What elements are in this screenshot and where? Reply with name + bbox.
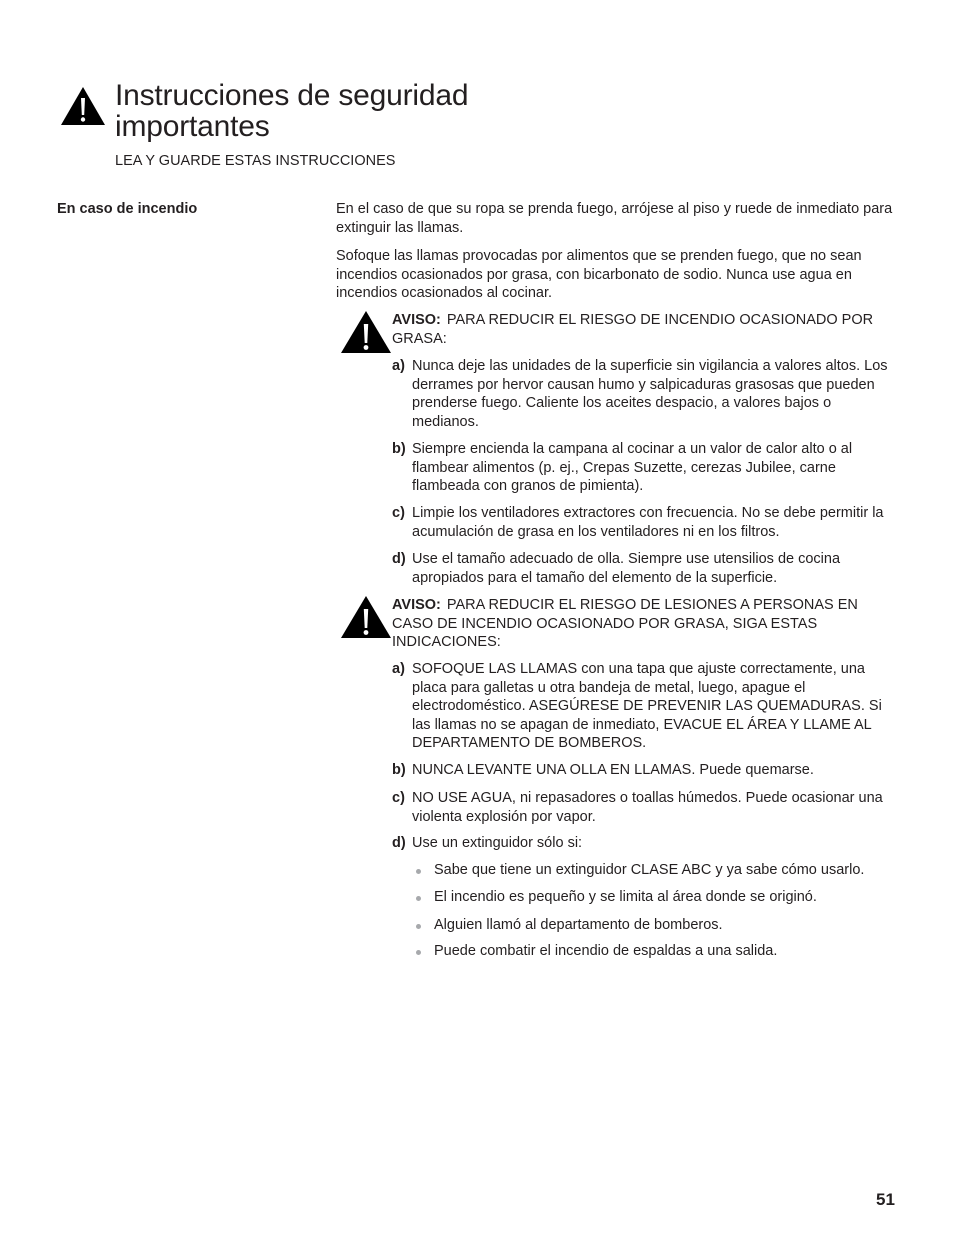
list-item (392, 660, 897, 753)
list-item (392, 357, 897, 431)
bullet-text: Sabe que tiene un extinguidor CLASE ABC y ya sabe cómo usarlo. (434, 862, 865, 878)
paragraph-food-fire: Sofoque las llamas provocadas por alimentos que se prenden fuego, que no sean incendios ocasionados por grasa, con bicarbonato de sodio. Nunca use agua en incendios ocasionados al cocinar. (336, 248, 862, 302)
warning-triangle-icon (59, 85, 107, 127)
list-item (392, 550, 897, 587)
section-label: En caso de incendio (57, 201, 198, 217)
page-number: 51 (876, 1190, 895, 1209)
warning-text: PARA REDUCIR EL RIESGO DE LESIONES A PERSONAS EN CASO DE INCENDIO OCASIONADO POR GRASA, SIGA ESTAS INDICACIONES: (392, 597, 858, 651)
bullet-dot-icon (416, 950, 421, 955)
list-item-text: Limpie los ventiladores extractores con frecuencia. No se debe permitir la acumulación de grasa en los ventiladores ni en los filtros. (412, 505, 884, 540)
list-item-label: c) (392, 790, 405, 806)
list-item-label: b) (392, 441, 406, 457)
page-title-line-1: Instrucciones de seguridad (115, 79, 469, 112)
warning-grease-fire-heading (392, 311, 897, 348)
list-item-text: Use el tamaño adecuado de olla. Siempre use utensilios de cocina apropiados para el tamaño del elemento de la superficie. (412, 551, 841, 586)
list-item (392, 761, 897, 780)
bullet-text: El incendio es pequeño y se limita al área donde se originó. (434, 889, 817, 905)
list-item-text: NO USE AGUA, ni repasadores o toallas húmedos. Puede ocasionar una violenta explosión por vapor. (412, 790, 883, 825)
bullet-item (414, 916, 894, 935)
warning-triangle-icon (339, 594, 393, 640)
page-title (115, 80, 468, 142)
list-item-label: d) (392, 551, 406, 567)
list-item-text: Siempre encienda la campana al cocinar a un valor de calor alto o al flambear alimentos (p. ej., Crepas Suzette, cerezas Jubilee, carne flambeada con granos de pimienta). (412, 441, 853, 495)
bullet-item (414, 861, 894, 880)
list-item-label: b) (392, 762, 406, 778)
list-item-text: Use un extinguidor sólo si: (412, 835, 583, 851)
bullet-text: Alguien llamó al departamento de bomberos. (434, 917, 723, 933)
list-item-text: Nunca deje las unidades de la superficie sin vigilancia a valores altos. Los derrames por hervor causan humo y salpicaduras grasosas que pueden prenderse fuego. Caliente los aceites despacio, a valores bajos o medianos. (412, 358, 888, 430)
list-item-label: d) (392, 835, 406, 851)
paragraph-clothing-fire: En el caso de que su ropa se prenda fuego, arrójese al piso y ruede de inmediato para extinguir las llamas. (336, 201, 893, 236)
warning-label: AVISO: (392, 597, 441, 613)
bullet-text: Puede combatir el incendio de espaldas a una salida. (434, 943, 778, 959)
list-item (392, 504, 897, 541)
warning-text: PARA REDUCIR EL RIESGO DE INCENDIO OCASIONADO POR GRASA: (392, 312, 874, 347)
list-item (392, 834, 897, 853)
warning-injury-heading (392, 596, 897, 652)
bullet-item (414, 942, 894, 961)
list-item-text: NUNCA LEVANTE UNA OLLA EN LLAMAS. Puede quemarse. (412, 762, 814, 778)
list-item-text: SOFOQUE LAS LLAMAS con una tapa que ajuste correctamente, una placa para galletas u otra bandeja de metal, luego, apague el electrodoméstico. ASEGÚRESE DE PREVENIR LAS QUEMADURAS. Si las llamas no se apagan de inmediato, EVACUE EL ÁREA Y LLAME AL DEPARTAMENTO DE BOMBEROS. (412, 661, 882, 752)
warning-label: AVISO: (392, 312, 441, 328)
list-item (392, 440, 897, 496)
bullet-dot-icon (416, 869, 421, 874)
bullet-dot-icon (416, 896, 421, 901)
page-subtitle: LEA Y GUARDE ESTAS INSTRUCCIONES (115, 153, 396, 169)
list-item-label: a) (392, 358, 405, 374)
bullet-item (414, 888, 894, 907)
bullet-dot-icon (416, 924, 421, 929)
list-item-label: c) (392, 505, 405, 521)
list-item (392, 789, 897, 826)
page-title-line-2: importantes (115, 110, 270, 143)
warning-triangle-icon (339, 309, 393, 355)
list-item-label: a) (392, 661, 405, 677)
